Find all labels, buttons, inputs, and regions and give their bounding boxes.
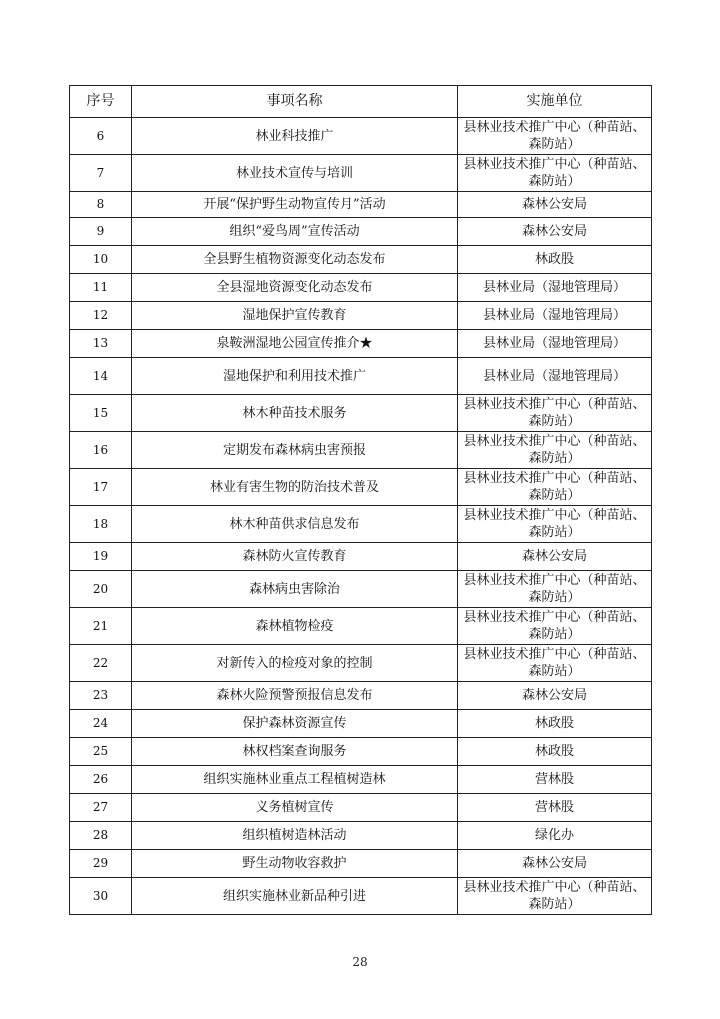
row-unit: 县林业局（湿地管理局） [458, 358, 652, 395]
row-number: 7 [70, 155, 132, 192]
table-row [70, 571, 652, 608]
table-row [70, 645, 652, 682]
table-row [70, 822, 652, 850]
table-row [70, 766, 652, 794]
row-number: 26 [70, 766, 132, 794]
table-row [70, 302, 652, 330]
row-number: 11 [70, 274, 132, 302]
row-unit: 林政股 [458, 710, 652, 738]
row-number: 27 [70, 794, 132, 822]
row-number: 12 [70, 302, 132, 330]
row-number: 19 [70, 543, 132, 571]
table-row [70, 118, 652, 155]
row-number: 17 [70, 469, 132, 506]
row-number: 20 [70, 571, 132, 608]
table-row [70, 358, 652, 395]
row-item-name: 组织“爱鸟周”宣传活动 [132, 218, 458, 246]
header-implementing-unit: 实施单位 [458, 86, 652, 118]
row-unit: 县林业技术推广中心（种苗站、森防站） [458, 469, 652, 506]
table-row [70, 543, 652, 571]
table-row [70, 710, 652, 738]
row-item-name: 湿地保护宣传教育 [132, 302, 458, 330]
row-item-name: 森林火险预警预报信息发布 [132, 682, 458, 710]
row-number: 28 [70, 822, 132, 850]
table-row [70, 738, 652, 766]
row-item-name: 组织植树造林活动 [132, 822, 458, 850]
row-number: 15 [70, 395, 132, 432]
row-unit: 林政股 [458, 246, 652, 274]
table-row [70, 330, 652, 358]
row-unit: 县林业技术推广中心（种苗站、森防站） [458, 432, 652, 469]
row-unit: 县林业技术推广中心（种苗站、森防站） [458, 878, 652, 915]
table-row [70, 432, 652, 469]
row-unit: 县林业局（湿地管理局） [458, 302, 652, 330]
row-item-name: 全县湿地资源变化动态发布 [132, 274, 458, 302]
row-item-name: 湿地保护和利用技术推广 [132, 358, 458, 395]
header-serial-number: 序号 [70, 86, 132, 118]
table-row [70, 506, 652, 543]
row-unit: 县林业技术推广中心（种苗站、森防站） [458, 571, 652, 608]
table-row [70, 608, 652, 645]
table-row [70, 192, 652, 218]
row-number: 18 [70, 506, 132, 543]
table-row [70, 246, 652, 274]
row-item-name: 林业科技推广 [132, 118, 458, 155]
row-number: 13 [70, 330, 132, 358]
row-number: 10 [70, 246, 132, 274]
page-number: 28 [352, 955, 368, 969]
row-unit: 绿化办 [458, 822, 652, 850]
row-item-name: 开展“保护野生动物宣传月”活动 [132, 192, 458, 218]
row-unit: 林政股 [458, 738, 652, 766]
row-unit: 营林股 [458, 766, 652, 794]
public-service-items-table [69, 85, 652, 915]
row-item-name: 林权档案查询服务 [132, 738, 458, 766]
row-unit: 县林业技术推广中心（种苗站、森防站） [458, 395, 652, 432]
row-item-name: 定期发布森林病虫害预报 [132, 432, 458, 469]
row-item-name: 林业技术宣传与培训 [132, 155, 458, 192]
row-number: 23 [70, 682, 132, 710]
row-number: 22 [70, 645, 132, 682]
row-item-name: 义务植树宣传 [132, 794, 458, 822]
row-item-name: 林木种苗技术服务 [132, 395, 458, 432]
row-unit: 森林公安局 [458, 218, 652, 246]
row-number: 25 [70, 738, 132, 766]
row-item-name: 森林植物检疫 [132, 608, 458, 645]
table-row [70, 274, 652, 302]
row-item-name: 森林防火宣传教育 [132, 543, 458, 571]
row-unit: 县林业局（湿地管理局） [458, 330, 652, 358]
row-unit: 森林公安局 [458, 682, 652, 710]
table-row [70, 469, 652, 506]
row-unit: 县林业技术推广中心（种苗站、森防站） [458, 506, 652, 543]
row-number: 21 [70, 608, 132, 645]
row-unit: 森林公安局 [458, 850, 652, 878]
row-number: 9 [70, 218, 132, 246]
table-row [70, 218, 652, 246]
table-row [70, 395, 652, 432]
row-number: 14 [70, 358, 132, 395]
row-item-name: 全县野生植物资源变化动态发布 [132, 246, 458, 274]
row-item-name: 林木种苗供求信息发布 [132, 506, 458, 543]
row-unit: 县林业技术推广中心（种苗站、森防站） [458, 608, 652, 645]
row-item-name: 森林病虫害除治 [132, 571, 458, 608]
header-item-name: 事项名称 [132, 86, 458, 118]
row-unit: 森林公安局 [458, 192, 652, 218]
row-number: 16 [70, 432, 132, 469]
table-row [70, 682, 652, 710]
row-number: 8 [70, 192, 132, 218]
row-item-name: 保护森林资源宣传 [132, 710, 458, 738]
row-unit: 县林业技术推广中心（种苗站、森防站） [458, 118, 652, 155]
table-header-row [70, 86, 652, 118]
row-unit: 森林公安局 [458, 543, 652, 571]
row-unit: 县林业技术推广中心（种苗站、森防站） [458, 645, 652, 682]
row-number: 6 [70, 118, 132, 155]
table-row [70, 794, 652, 822]
row-item-name: 林业有害生物的防治技术普及 [132, 469, 458, 506]
row-unit: 营林股 [458, 794, 652, 822]
row-item-name: 野生动物收容救护 [132, 850, 458, 878]
row-item-name: 组织实施林业新品种引进 [132, 878, 458, 915]
row-unit: 县林业局（湿地管理局） [458, 274, 652, 302]
row-number: 30 [70, 878, 132, 915]
table-row [70, 155, 652, 192]
row-number: 29 [70, 850, 132, 878]
table-row [70, 878, 652, 915]
row-item-name: 组织实施林业重点工程植树造林 [132, 766, 458, 794]
row-item-name: 对新传入的检疫对象的控制 [132, 645, 458, 682]
row-item-name: 泉鞍洲湿地公园宣传推介★ [132, 330, 458, 358]
table-row [70, 850, 652, 878]
row-unit: 县林业技术推广中心（种苗站、森防站） [458, 155, 652, 192]
row-number: 24 [70, 710, 132, 738]
